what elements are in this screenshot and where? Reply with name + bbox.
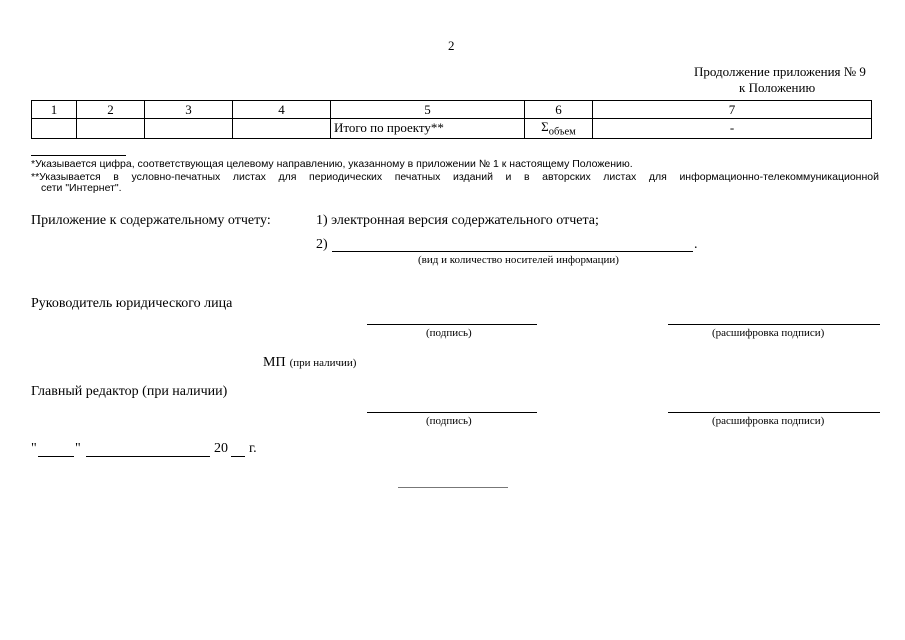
table-cell	[145, 119, 233, 139]
total-value: -	[729, 120, 735, 136]
sum-subscript: объем	[548, 126, 576, 138]
date-year-line	[231, 456, 245, 457]
column-header: 4	[233, 101, 331, 119]
editor-title: Главный редактор (при наличии)	[31, 384, 228, 399]
total-value-cell	[593, 119, 872, 139]
table-cell	[77, 119, 145, 139]
attachment-label: Приложение к содержательному отчету:	[31, 213, 271, 228]
stamp-label	[263, 353, 356, 371]
table-header-row	[32, 101, 872, 119]
sum-symbol: Σ	[541, 119, 549, 134]
total-label-cell	[331, 119, 525, 139]
attachment-item-2-line	[332, 251, 693, 252]
column-header: 2	[77, 101, 145, 119]
head-signature-line	[367, 324, 537, 325]
head-title: Руководитель юридического лица	[31, 296, 233, 311]
stamp-note: (при наличии)	[289, 357, 357, 369]
attachment-item-1: 1) электронная версия содержательного отчета;	[316, 213, 599, 228]
appendix-regulation-ref: к Положению	[739, 80, 816, 95]
date-year-suffix: г.	[249, 441, 257, 456]
table-cell	[233, 119, 331, 139]
appendix-continuation-title: Продолжение приложения № 9	[694, 64, 866, 79]
attachment-item-2-caption: (вид и количество носителей информации)	[418, 254, 619, 266]
column-header: 1	[32, 101, 77, 119]
sum-cell	[525, 119, 593, 139]
table-total-row	[32, 119, 872, 139]
date-open-quote: "	[31, 441, 37, 456]
editor-signature-line	[367, 412, 537, 413]
attachment-item-2-suffix: .	[694, 237, 698, 252]
editor-decoding-caption: (расшифровка подписи)	[712, 415, 825, 427]
head-signature-caption: (подпись)	[426, 327, 472, 339]
attachment-item-2-prefix: 2)	[316, 237, 328, 252]
stamp-main: МП	[263, 355, 286, 370]
date-close-quote: "	[75, 441, 81, 456]
date-month-line	[86, 456, 210, 457]
total-label: Итого по проекту**	[334, 120, 444, 136]
editor-signature-caption: (подпись)	[426, 415, 472, 427]
head-decoding-caption: (расшифровка подписи)	[712, 327, 825, 339]
editor-decoding-line	[668, 412, 880, 413]
head-decoding-line	[668, 324, 880, 325]
date-year-prefix: 20	[214, 441, 228, 456]
footnote-2-line-1: **Указывается в условно-печатных листах для периодических печатных изданий и в авторских листах для информационно-телекоммуникационной	[31, 171, 879, 183]
footnote-1: *Указывается цифра, соответствующая целевому направлению, указанному в приложении № 1 к настоящему Положению.	[31, 158, 633, 170]
table-cell	[32, 119, 77, 139]
footnote-2-line-2: сети "Интернет".	[41, 182, 122, 194]
column-header: 6	[525, 101, 593, 119]
column-header: 5	[331, 101, 525, 119]
report-table	[31, 100, 872, 139]
date-day-line	[38, 456, 74, 457]
column-header: 3	[145, 101, 233, 119]
end-separator	[398, 487, 508, 488]
page-number: 2	[448, 38, 455, 53]
footnote-separator	[31, 155, 126, 156]
column-header: 7	[593, 101, 872, 119]
